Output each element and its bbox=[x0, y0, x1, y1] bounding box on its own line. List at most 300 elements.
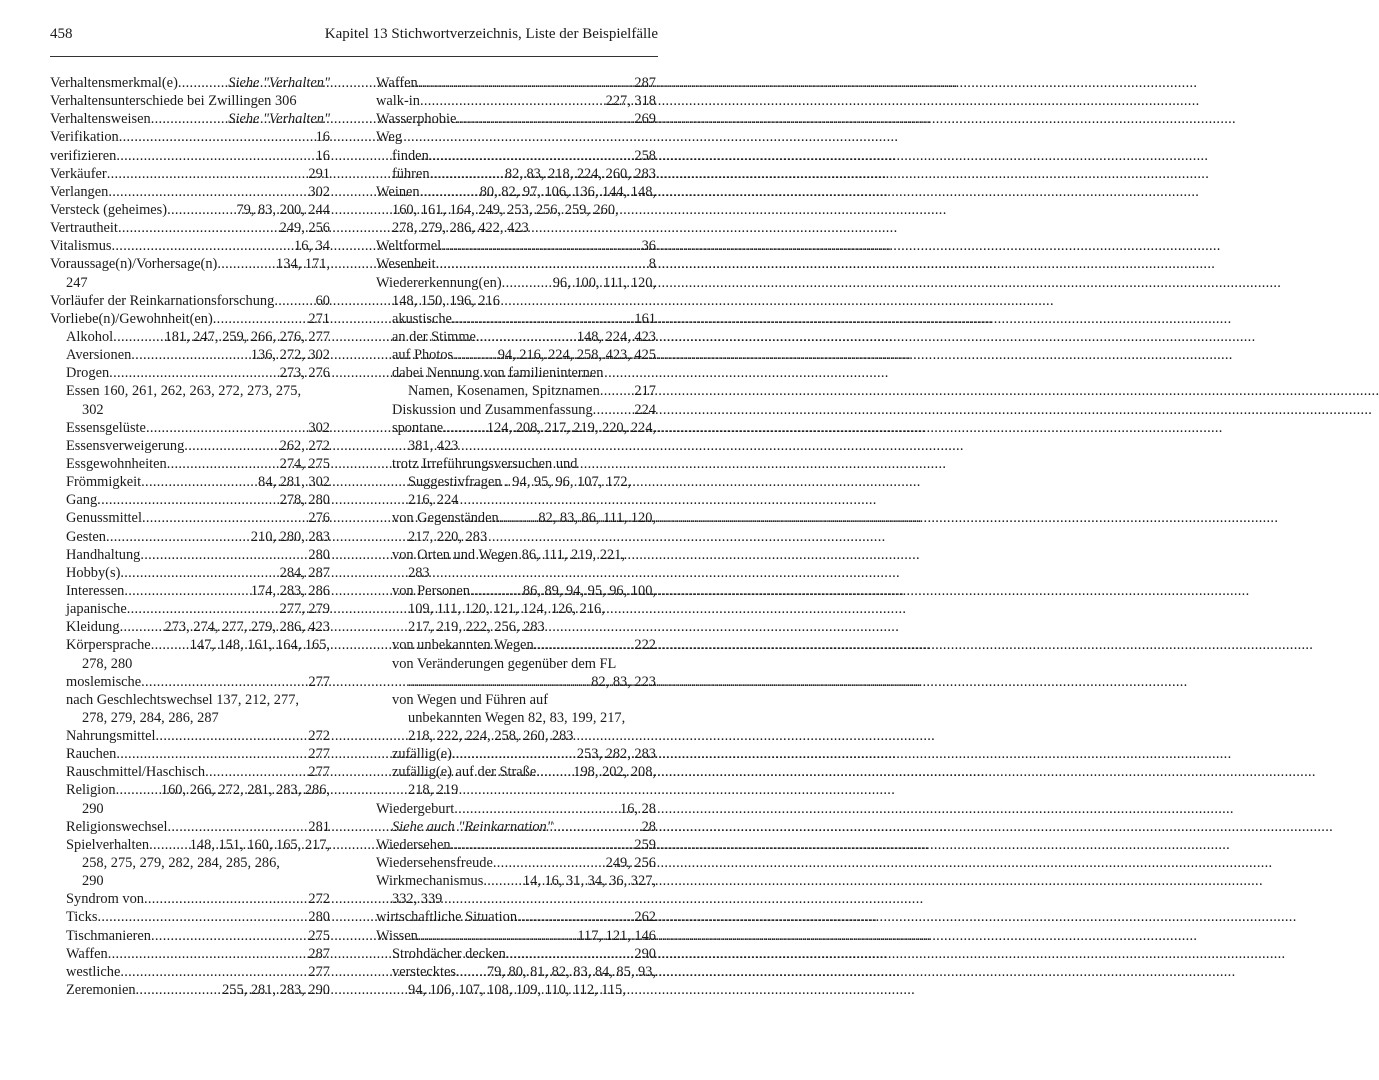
index-pages: 84, 281, 302 bbox=[258, 474, 330, 491]
index-pages: 210, 280, 283 bbox=[250, 528, 330, 545]
index-line bbox=[376, 401, 656, 419]
index-entry bbox=[376, 128, 656, 146]
index-entry bbox=[50, 836, 330, 890]
index-pages: 275 bbox=[308, 927, 330, 944]
index-term: Wirkmechanismus bbox=[376, 873, 484, 890]
index-pages: 134, 171, bbox=[276, 256, 330, 273]
leader-dots bbox=[205, 763, 308, 781]
leader-dots bbox=[113, 328, 164, 346]
index-term: von Wegen und Führen auf bbox=[392, 691, 549, 708]
index-line bbox=[376, 255, 656, 273]
index-line bbox=[376, 455, 656, 473]
index-pages: 160, 266, 272, 281, 283, 286, bbox=[160, 782, 330, 799]
index-pages: 82, 83, 218, 224, 260, 283 bbox=[504, 165, 656, 182]
index-term: führen bbox=[392, 165, 430, 182]
index-line bbox=[376, 745, 656, 763]
leader-dots bbox=[116, 745, 308, 763]
index-line bbox=[50, 673, 330, 691]
index-line bbox=[50, 890, 330, 908]
index-term: dabei Nennung von familieninternen bbox=[392, 365, 604, 382]
index-pages: 117, 121, 146 bbox=[577, 927, 656, 944]
index-pages: 271 bbox=[308, 310, 330, 327]
index-line bbox=[376, 836, 656, 854]
index-continuation: 290 bbox=[82, 873, 104, 890]
index-pages: 86, 89, 94, 95, 96, 100, bbox=[522, 582, 656, 599]
index-entry bbox=[50, 727, 330, 745]
index-column-left bbox=[50, 74, 330, 999]
index-line bbox=[50, 292, 330, 310]
leader-dots bbox=[151, 110, 229, 128]
leader-dots bbox=[593, 401, 635, 419]
index-pages: 276 bbox=[308, 510, 330, 527]
index-entry bbox=[50, 219, 330, 237]
leader-dots bbox=[178, 74, 228, 92]
index-line bbox=[50, 382, 330, 400]
index-term: Wiedersehensfreude bbox=[376, 855, 493, 872]
index-entry bbox=[50, 981, 330, 999]
index-continuation: 247 bbox=[66, 274, 88, 291]
index-line bbox=[50, 509, 330, 527]
index-pages: 148, 224, 423 bbox=[576, 328, 656, 345]
index-entry bbox=[376, 945, 656, 963]
leader-dots bbox=[136, 981, 223, 999]
index-term: Handhaltung bbox=[66, 546, 141, 563]
index-pages: 258 bbox=[634, 147, 656, 164]
index-term: Interessen bbox=[66, 582, 125, 599]
index-term: Syndrom von bbox=[66, 891, 144, 908]
index-line bbox=[376, 74, 656, 92]
index-entry bbox=[376, 310, 656, 328]
index-term: japanische bbox=[66, 601, 127, 618]
leader-dots bbox=[142, 509, 308, 527]
index-pages: 148, 151, 160, 165, 217, bbox=[189, 836, 330, 853]
index-line bbox=[50, 618, 330, 636]
index-line bbox=[376, 636, 656, 654]
index-term: Vertrautheit bbox=[50, 220, 118, 237]
index-term: Wiedererkennung(en) bbox=[376, 274, 502, 291]
index-line bbox=[50, 636, 330, 654]
index-pages: 147, 148, 161, 164, 165, bbox=[189, 637, 330, 654]
index-line bbox=[376, 310, 656, 328]
leader-dots bbox=[118, 219, 280, 237]
leader-dots bbox=[116, 781, 161, 799]
index-line bbox=[376, 509, 656, 527]
index-line bbox=[50, 473, 330, 491]
index-line bbox=[50, 255, 330, 273]
index-pages: 273, 276 bbox=[279, 365, 330, 382]
index-column-right bbox=[376, 74, 656, 999]
index-term: Vitalismus bbox=[50, 238, 112, 255]
index-pages: 80, 82, 97, 106, 136, 144, 148, bbox=[479, 183, 656, 200]
index-term: von Veränderungen gegenüber dem FL bbox=[392, 655, 617, 672]
leader-dots bbox=[429, 147, 635, 165]
index-entry bbox=[50, 237, 330, 255]
index-entry bbox=[50, 473, 330, 491]
index-line bbox=[376, 147, 656, 165]
leader-dots bbox=[184, 437, 279, 455]
leader-dots bbox=[420, 92, 606, 110]
index-continuation: 218, 219 bbox=[408, 782, 459, 799]
index-pages: 28 bbox=[641, 818, 656, 835]
index-line bbox=[50, 745, 330, 763]
index-term: trotz Irreführungsversuchen und bbox=[392, 455, 578, 472]
index-pages: 280 bbox=[308, 546, 330, 563]
index-pages: 277 bbox=[308, 764, 330, 781]
index-term: Verifikation bbox=[50, 129, 119, 146]
index-term: Körpersprache bbox=[66, 637, 151, 654]
index-pages: 284, 287 bbox=[279, 564, 330, 581]
index-term: Essensgelüste bbox=[66, 419, 146, 436]
leader-dots bbox=[217, 255, 276, 273]
index-pages: 94, 216, 224, 258, 423, 425 bbox=[497, 347, 656, 364]
index-pages: 302 bbox=[308, 419, 330, 436]
index-term: Weinen bbox=[376, 183, 420, 200]
index-continuation: 290 bbox=[82, 800, 104, 817]
index-line bbox=[50, 546, 330, 564]
leader-dots bbox=[168, 818, 309, 836]
index-entry bbox=[376, 364, 656, 400]
leader-dots bbox=[418, 927, 578, 945]
index-continuation: 94, 106, 107, 108, 109, 110, 112, 115, bbox=[408, 982, 626, 999]
index-continuation: 278, 280 bbox=[82, 655, 133, 672]
index-pages: 82, 83, 86, 111, 120, bbox=[538, 510, 656, 527]
index-line bbox=[50, 818, 330, 836]
index-entry bbox=[50, 92, 330, 110]
index-entry bbox=[376, 255, 656, 273]
leader-dots bbox=[140, 546, 308, 564]
index-pages: 224 bbox=[634, 401, 656, 418]
index-line bbox=[376, 183, 656, 201]
index-term: Wiedersehen bbox=[376, 836, 451, 853]
index-entry bbox=[50, 528, 330, 546]
index-pages: 255, 281, 283, 290 bbox=[222, 982, 330, 999]
index-term: Alkohol bbox=[66, 328, 114, 345]
index-term: Wasserphobie bbox=[376, 111, 457, 128]
index-pages: 60 bbox=[315, 292, 330, 309]
page-number: 458 bbox=[50, 26, 73, 42]
index-continuation: 160, 161, 164, 249, 253, 256, 259, 260, bbox=[392, 201, 619, 218]
index-term: Namen, Kosenamen, Spitznamen bbox=[408, 383, 600, 400]
index-term: Aversionen bbox=[66, 347, 132, 364]
index-line bbox=[50, 836, 330, 854]
index-pages: 16, 28 bbox=[620, 800, 656, 817]
index-entry bbox=[50, 890, 330, 908]
index-entry bbox=[50, 147, 330, 165]
index-term: walk-in bbox=[376, 93, 420, 110]
index-entry bbox=[376, 691, 656, 745]
index-pages: 198, 202, 208, bbox=[573, 764, 656, 781]
index-pages: 249, 256 bbox=[605, 855, 656, 872]
page-header bbox=[50, 22, 658, 46]
index-line bbox=[50, 455, 330, 473]
index-pages: 291 bbox=[308, 165, 330, 182]
index-pages: 278, 280 bbox=[279, 492, 330, 509]
index-term: Rauchen bbox=[66, 746, 117, 763]
index-line bbox=[376, 908, 656, 926]
leader-dots bbox=[493, 854, 606, 872]
index-term: Verkäufer bbox=[50, 165, 107, 182]
leader-dots bbox=[141, 473, 258, 491]
header-rule bbox=[50, 56, 658, 57]
index-pages: 280 bbox=[308, 909, 330, 926]
index-line bbox=[376, 382, 656, 400]
index-entry bbox=[50, 310, 330, 328]
index-continuation: 216, 224 bbox=[408, 492, 459, 509]
index-entry bbox=[376, 908, 656, 926]
index-entry bbox=[376, 927, 656, 945]
index-term: Vorläufer der Reinkarnationsforschung bbox=[50, 292, 275, 309]
index-term: von Gegenständen bbox=[392, 510, 499, 527]
leader-dots bbox=[476, 328, 577, 346]
index-line bbox=[376, 800, 656, 818]
index-entry bbox=[50, 691, 330, 727]
leader-dots bbox=[107, 165, 309, 183]
index-continuation: 148, 150, 196, 216 bbox=[392, 292, 500, 309]
index-line bbox=[376, 128, 656, 146]
index-pages: 287 bbox=[634, 75, 656, 91]
index-line bbox=[376, 419, 656, 437]
index-term: von unbekannten Wegen bbox=[392, 637, 534, 654]
leader-dots bbox=[534, 636, 635, 654]
index-term: Kleidung bbox=[66, 619, 120, 636]
index-entry bbox=[376, 745, 656, 763]
index-pages: 273, 274, 277, 279, 286, 423 bbox=[164, 619, 330, 636]
index-term: Weltformel bbox=[376, 238, 442, 255]
index-entry bbox=[50, 781, 330, 817]
leader-dots bbox=[116, 147, 315, 165]
leader-dots bbox=[149, 836, 190, 854]
leader-dots bbox=[156, 727, 309, 745]
index-line bbox=[376, 963, 656, 981]
index-continuation: 278, 279, 284, 286, 287 bbox=[82, 709, 219, 726]
index-continuation: 283 bbox=[408, 564, 430, 581]
index-entry bbox=[376, 92, 656, 110]
index-entry bbox=[50, 292, 330, 310]
index-entry bbox=[50, 582, 330, 600]
index-entry bbox=[50, 328, 330, 346]
index-pages: 16 bbox=[315, 129, 330, 146]
index-entry bbox=[50, 346, 330, 364]
index-line bbox=[50, 945, 330, 963]
index-line bbox=[50, 419, 330, 437]
index-line bbox=[376, 165, 656, 183]
leader-dots bbox=[499, 509, 539, 527]
index-entry bbox=[376, 237, 656, 255]
leader-dots bbox=[120, 963, 308, 981]
index-entry bbox=[50, 600, 330, 618]
index-entry bbox=[50, 128, 330, 146]
index-pages: 79, 80, 81, 82, 83, 84, 85, 93, bbox=[486, 963, 656, 980]
index-pages: 290 bbox=[634, 945, 656, 962]
index-entry bbox=[376, 818, 656, 836]
index-entry bbox=[376, 346, 656, 364]
index-entry bbox=[50, 636, 330, 672]
leader-dots bbox=[453, 346, 498, 364]
index-entry bbox=[376, 655, 656, 691]
leader-dots bbox=[151, 636, 190, 654]
leader-dots bbox=[452, 745, 577, 763]
index-line bbox=[50, 963, 330, 981]
index-line bbox=[50, 781, 330, 799]
index-entry bbox=[50, 564, 330, 582]
leader-dots bbox=[430, 165, 505, 183]
index-term: Versteck (geheimes) bbox=[50, 201, 168, 218]
index-line bbox=[50, 346, 330, 364]
index-term: Drogen bbox=[66, 365, 110, 382]
index-term: Gesten bbox=[66, 528, 106, 545]
index-pages: 277 bbox=[308, 963, 330, 980]
index-term: Rauschmittel/Haschisch bbox=[66, 764, 206, 781]
index-entry bbox=[50, 945, 330, 963]
index-term: Siehe auch "Reinkarnation" bbox=[392, 818, 553, 835]
index-term: Strohdächer decken bbox=[392, 945, 506, 962]
index-line bbox=[376, 546, 656, 564]
index-entry bbox=[376, 636, 656, 654]
leader-dots bbox=[502, 274, 553, 292]
leader-dots bbox=[483, 872, 523, 890]
index-continuation: 278, 279, 286, 422, 423 bbox=[392, 220, 529, 237]
index-continuation: 217, 220, 283 bbox=[408, 528, 488, 545]
index-entry bbox=[376, 328, 656, 346]
leader-dots bbox=[420, 183, 480, 201]
index-line bbox=[50, 727, 330, 745]
index-line bbox=[50, 364, 330, 382]
leader-dots bbox=[120, 564, 279, 582]
index-continuation: 218, 222, 224, 258, 260, 283 bbox=[408, 728, 574, 745]
leader-dots bbox=[451, 836, 635, 854]
index-entry bbox=[50, 908, 330, 926]
index-pages: 259 bbox=[634, 836, 656, 853]
index-entry bbox=[376, 165, 656, 183]
index-line bbox=[50, 908, 330, 926]
index-entry bbox=[50, 763, 330, 781]
index-term: Spielverhalten bbox=[66, 836, 150, 853]
leader-dots bbox=[553, 818, 641, 836]
index-term: Religionswechsel bbox=[66, 818, 168, 835]
index-term: Frömmigkeit bbox=[66, 474, 142, 491]
index-term: auf Photos bbox=[392, 347, 454, 364]
index-continuation: 302 bbox=[82, 401, 104, 418]
index-pages: 14, 16, 31, 34, 36, 327, bbox=[522, 873, 656, 890]
index-term: spontane bbox=[392, 419, 444, 436]
index-line bbox=[376, 92, 656, 110]
index-term: akustische bbox=[392, 310, 452, 327]
leader-dots bbox=[443, 419, 487, 437]
index-entry bbox=[50, 963, 330, 981]
index-term: Waffen bbox=[66, 945, 108, 962]
index-entry bbox=[50, 437, 330, 455]
index-entry bbox=[376, 872, 656, 908]
index-pages: 272 bbox=[308, 891, 330, 908]
index-term: Waffen bbox=[376, 75, 418, 91]
index-term: Verhaltensmerkmal(e) bbox=[50, 75, 178, 91]
index-term: finden bbox=[392, 147, 429, 164]
index-term: moslemische bbox=[66, 673, 142, 690]
index-pages: 262, 272 bbox=[279, 437, 330, 454]
index-entry bbox=[50, 927, 330, 945]
index-line bbox=[50, 328, 330, 346]
leader-dots bbox=[456, 963, 487, 981]
index-term: Nahrungsmittel bbox=[66, 728, 156, 745]
index-entry bbox=[50, 165, 330, 183]
index-continuation: 109, 111, 120, 121, 124, 126, 216, bbox=[408, 601, 605, 618]
index-pages: 277 bbox=[308, 746, 330, 763]
index-line bbox=[50, 237, 330, 255]
index-term: verstecktes bbox=[392, 963, 456, 980]
index-line bbox=[50, 564, 330, 582]
index-entry bbox=[50, 673, 330, 691]
index-entry bbox=[376, 509, 656, 545]
index-term: Genussmittel bbox=[66, 510, 142, 527]
index-term: zufällig(e) bbox=[392, 746, 452, 763]
index-pages: 79, 83, 200, 244 bbox=[236, 201, 330, 218]
index-line bbox=[376, 854, 656, 872]
leader-dots bbox=[97, 908, 308, 926]
leader-dots bbox=[144, 890, 308, 908]
index-entry bbox=[50, 74, 330, 92]
index-line bbox=[376, 328, 656, 346]
index-line bbox=[376, 945, 656, 963]
leader-dots bbox=[120, 618, 165, 636]
index-line bbox=[50, 763, 330, 781]
index-term: Essen 160, 261, 262, 263, 272, 273, 275, bbox=[66, 383, 302, 400]
index-term: Hobby(s) bbox=[66, 564, 121, 581]
index-pages: 287 bbox=[308, 945, 330, 962]
index-pages: Siehe "Verhalten" bbox=[228, 111, 330, 128]
index-term: Vorliebe(n)/Gewohnheit(en) bbox=[50, 310, 213, 327]
index-entry bbox=[376, 147, 656, 165]
index-continuation: unbekannten Wegen 82, 83, 199, 217, bbox=[408, 709, 626, 726]
index-term: Religion bbox=[66, 782, 116, 799]
index-term: Weg bbox=[376, 129, 403, 146]
index-continuation: 217, 219, 222, 256, 283 bbox=[408, 619, 545, 636]
index-line bbox=[50, 183, 330, 201]
leader-dots bbox=[436, 255, 649, 273]
index-term: zufällig(e) auf der Straße bbox=[392, 764, 537, 781]
index-term: Verlangen bbox=[50, 183, 109, 200]
index-pages: 136, 272, 302 bbox=[250, 347, 330, 364]
index-entry bbox=[376, 763, 656, 799]
index-line bbox=[50, 600, 330, 618]
index-pages: 161 bbox=[634, 310, 656, 327]
leader-dots bbox=[112, 237, 295, 255]
index-term: Wiedergeburt bbox=[376, 800, 455, 817]
index-continuation: Suggestivfragen . 94, 95, 96, 107, 172, bbox=[408, 474, 632, 491]
leader-dots bbox=[141, 673, 308, 691]
index-line bbox=[376, 927, 656, 945]
leader-dots bbox=[274, 292, 315, 310]
leader-dots bbox=[213, 310, 309, 328]
index-line bbox=[50, 201, 330, 219]
index-pages: 302 bbox=[308, 183, 330, 200]
index-entry bbox=[376, 582, 656, 636]
index-line bbox=[50, 691, 330, 709]
index-term: von Personen bbox=[392, 582, 470, 599]
index-entry bbox=[50, 509, 330, 527]
leader-dots bbox=[600, 382, 635, 400]
index-entry bbox=[376, 963, 656, 999]
index-line bbox=[376, 673, 656, 691]
index-pages: 269 bbox=[634, 111, 656, 128]
index-entry bbox=[376, 274, 656, 310]
leader-dots bbox=[127, 600, 280, 618]
index-line bbox=[50, 437, 330, 455]
index-pages: 253, 282, 283 bbox=[576, 746, 656, 763]
index-line bbox=[50, 219, 330, 237]
index-continuation: 332, 339 bbox=[392, 891, 443, 908]
leader-dots bbox=[506, 945, 635, 963]
leader-dots bbox=[408, 673, 591, 691]
